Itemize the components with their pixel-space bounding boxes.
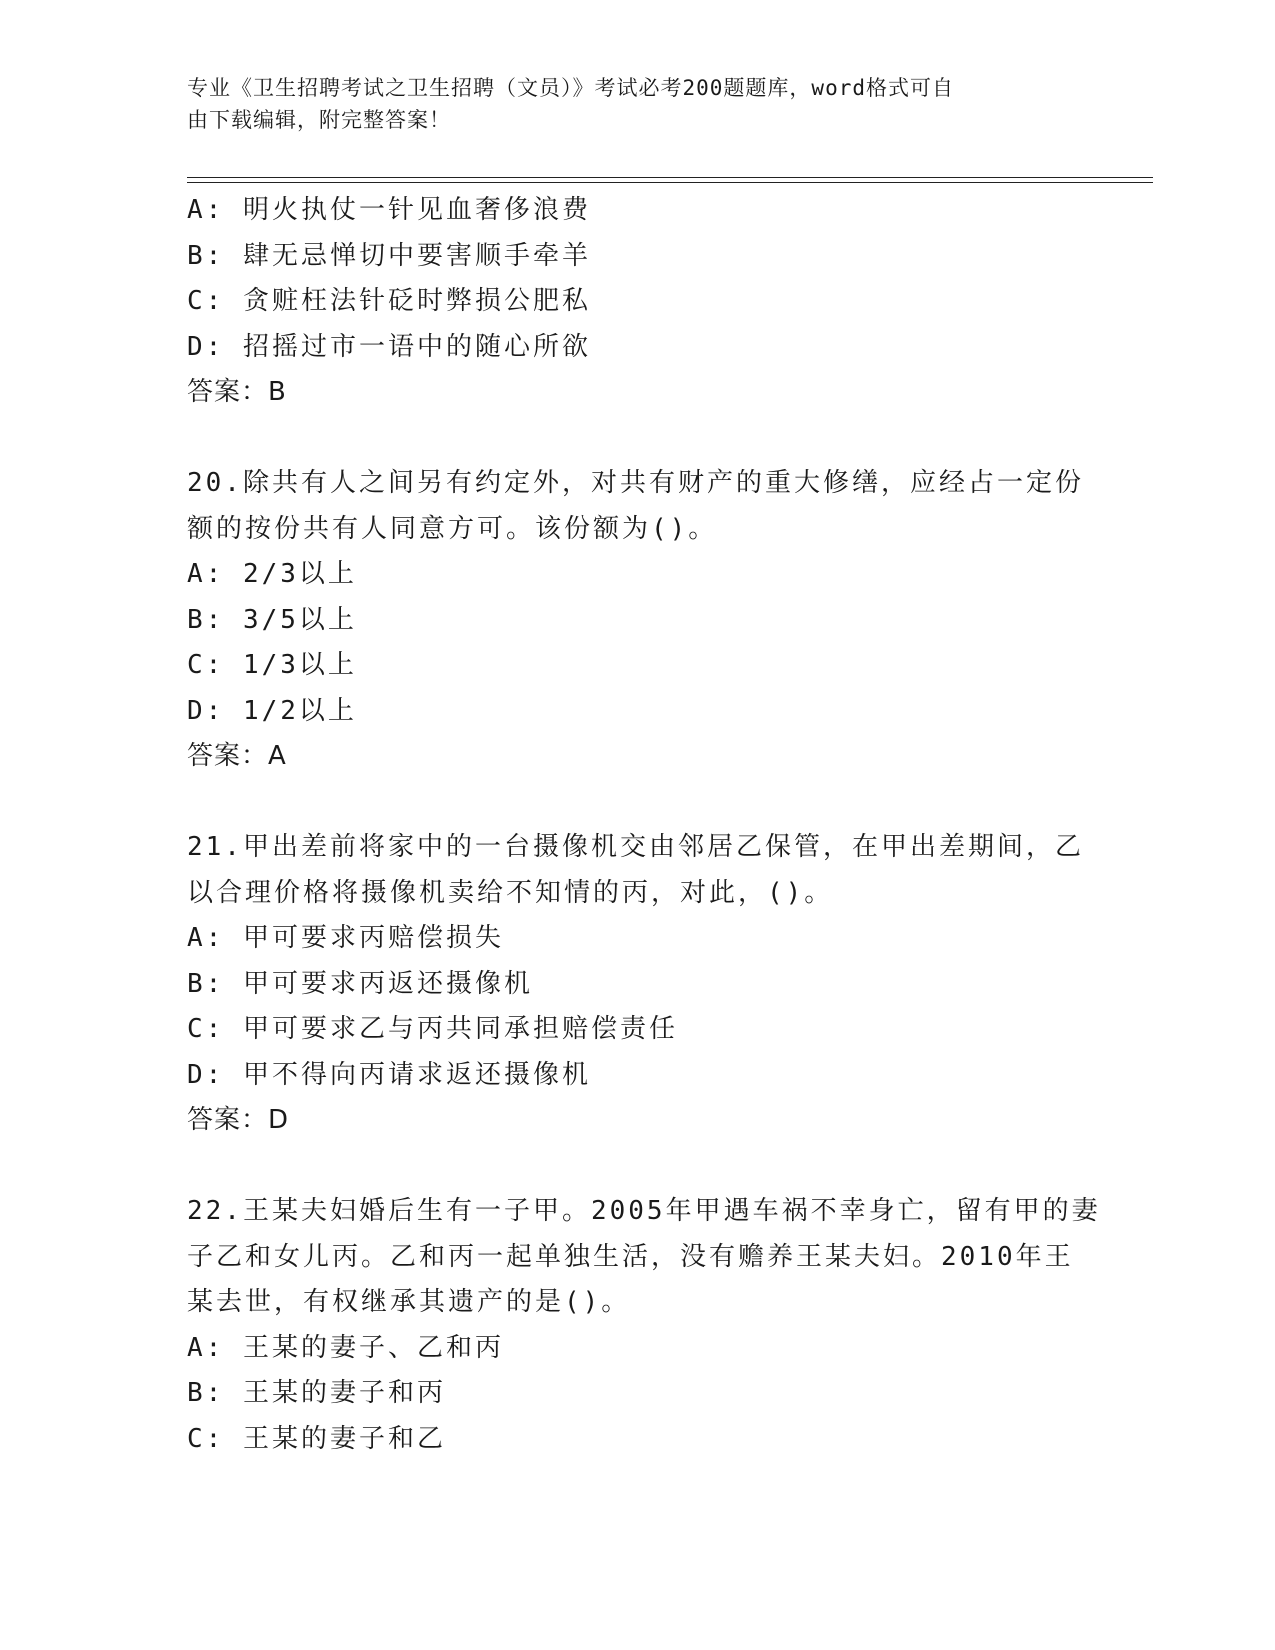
answer-line: 答案：A xyxy=(187,741,287,771)
option-a: A: 王某的妻子、乙和丙 xyxy=(187,1332,504,1363)
answer-line: 答案：D xyxy=(187,1105,290,1135)
option-d: D: 招摇过市一语中的随心所欲 xyxy=(187,331,591,362)
header-line-2: 由下载编辑，附完整答案！ xyxy=(187,108,451,132)
option-a: A: 甲可要求丙赔偿损失 xyxy=(187,923,504,953)
spacer xyxy=(187,780,1087,826)
question-stem-line: 以合理价格将摄像机卖给不知情的丙，对此，()。 xyxy=(187,877,834,908)
question-21 xyxy=(187,825,1087,1144)
answer-line: 答案：B xyxy=(187,377,287,407)
spacer xyxy=(187,416,1087,462)
header-text xyxy=(187,72,1067,136)
header-rule-top xyxy=(187,177,1153,178)
option-c: C: 王某的妻子和乙 xyxy=(187,1423,446,1454)
question-20 xyxy=(187,461,1087,780)
question-stem-line: 某去世，有权继承其遗产的是()。 xyxy=(187,1287,631,1317)
option-b: B: 3/5以上 xyxy=(187,604,357,635)
option-c: C: 甲可要求乙与丙共同承担赔偿责任 xyxy=(187,1014,678,1044)
question-stem-line: 子乙和女儿丙。乙和丙一起单独生活，没有赡养王某夫妇。2010年王 xyxy=(187,1241,1074,1272)
spacer xyxy=(187,1144,1087,1190)
option-b: B: 王某的妻子和丙 xyxy=(187,1378,446,1408)
question-stem-line: 20.除共有人之间另有约定外，对共有财产的重大修缮，应经占一定份 xyxy=(187,468,1084,498)
header-line-1: 专业《卫生招聘考试之卫生招聘（文员）》考试必考200题题库，word格式可自 xyxy=(187,76,954,100)
option-a: A: 明火执仗一针见血奢侈浪费 xyxy=(187,195,591,225)
option-a: A: 2/3以上 xyxy=(187,559,357,589)
question-19-continued xyxy=(187,188,1087,416)
option-b: B: 甲可要求丙返还摄像机 xyxy=(187,968,533,999)
option-c: C: 1/3以上 xyxy=(187,650,357,680)
question-stem-line: 21.甲出差前将家中的一台摄像机交由邻居乙保管，在甲出差期间，乙 xyxy=(187,832,1084,862)
question-22 xyxy=(187,1189,1101,1462)
question-list xyxy=(187,188,1101,1462)
question-stem-line: 22.王某夫妇婚后生有一子甲。2005年甲遇车祸不幸身亡，留有甲的妻 xyxy=(187,1196,1101,1226)
option-b: B: 肆无忌惮切中要害顺手牵羊 xyxy=(187,240,591,271)
option-d: D: 甲不得向丙请求返还摄像机 xyxy=(187,1059,591,1090)
question-stem-line: 额的按份共有人同意方可。该份额为()。 xyxy=(187,513,718,544)
option-d: D: 1/2以上 xyxy=(187,695,357,726)
option-c: C: 贪赃枉法针砭时弊损公肥私 xyxy=(187,286,591,316)
header-rule-bottom xyxy=(187,182,1153,183)
